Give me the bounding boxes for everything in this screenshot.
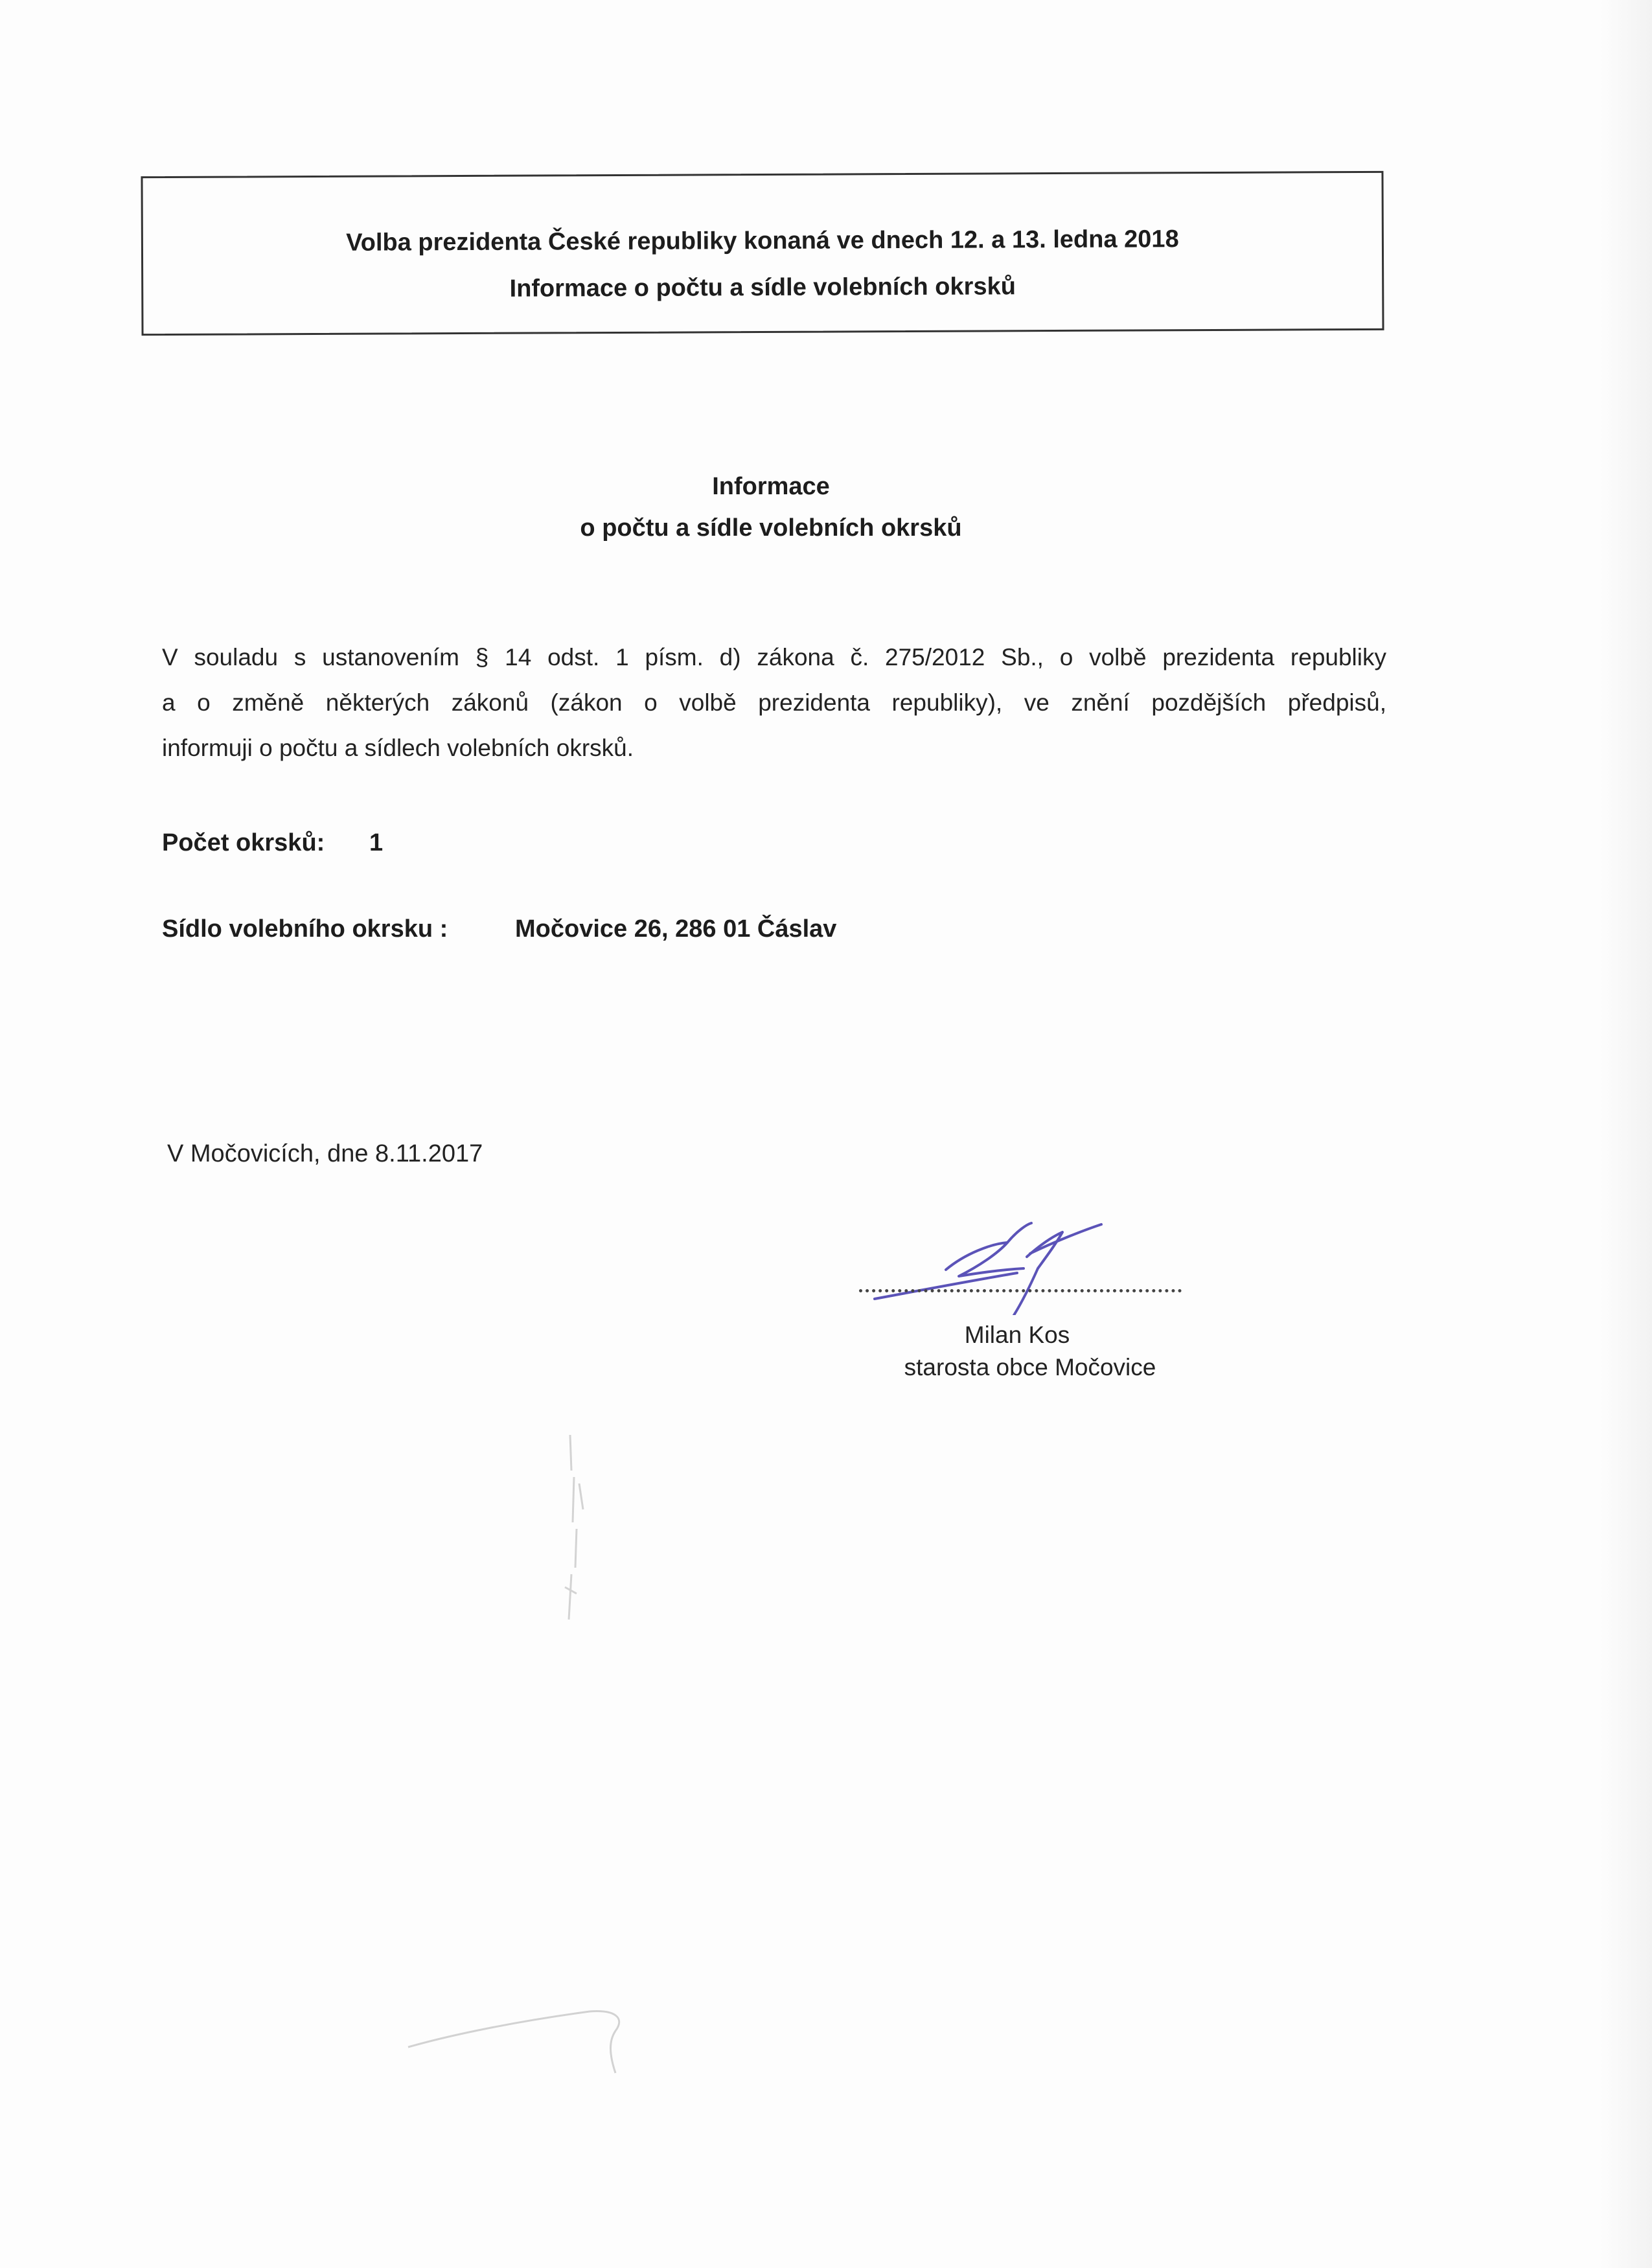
scan-edge-shadow [1600,0,1652,2268]
header-subtitle: Informace o počtu a sídle volebních okrsků [509,273,1016,303]
body-paragraph [162,635,1386,771]
signatory-name: Milan Kos [964,1322,1070,1348]
header-box [141,171,1384,336]
district-seat-label: Sídlo volebního okrsku : [162,915,448,943]
place-and-date: V Močovicích, dne 8.11.2017 [167,1140,483,1167]
scan-smudge [557,1432,596,1626]
district-count [162,829,383,857]
document-subheading: o počtu a sídle volebních okrsků [580,514,962,542]
district-seat-value: Močovice 26, 286 01 Čáslav [515,915,837,943]
signatory-role: starosta obce Močovice [904,1354,1156,1380]
district-count-value: 1 [369,829,384,856]
body-line-1: V souladu s ustanovením § 14 odst. 1 písm. d) zákona č. 275/2012 Sb., o volbě prezidenta republiky [162,644,1386,670]
district-seat [162,915,836,943]
header-title: Volba prezidenta České republiky konaná ve dnech 12. a 13. ledna 2018 [346,225,1179,257]
district-count-label: Počet okrsků: [162,829,325,856]
body-line-3: informuji o počtu a sídlech volebních okrsků. [162,735,634,761]
handwritten-signature [868,1218,1127,1315]
document-heading: Informace [712,473,830,500]
signature-dotted-line [859,1289,1182,1292]
scan-pencil-mark [402,2002,635,2079]
body-line-2: a o změně některých zákonů (zákon o volbě prezidenta republiky), ve znění pozdějších předpisů, [162,689,1386,716]
